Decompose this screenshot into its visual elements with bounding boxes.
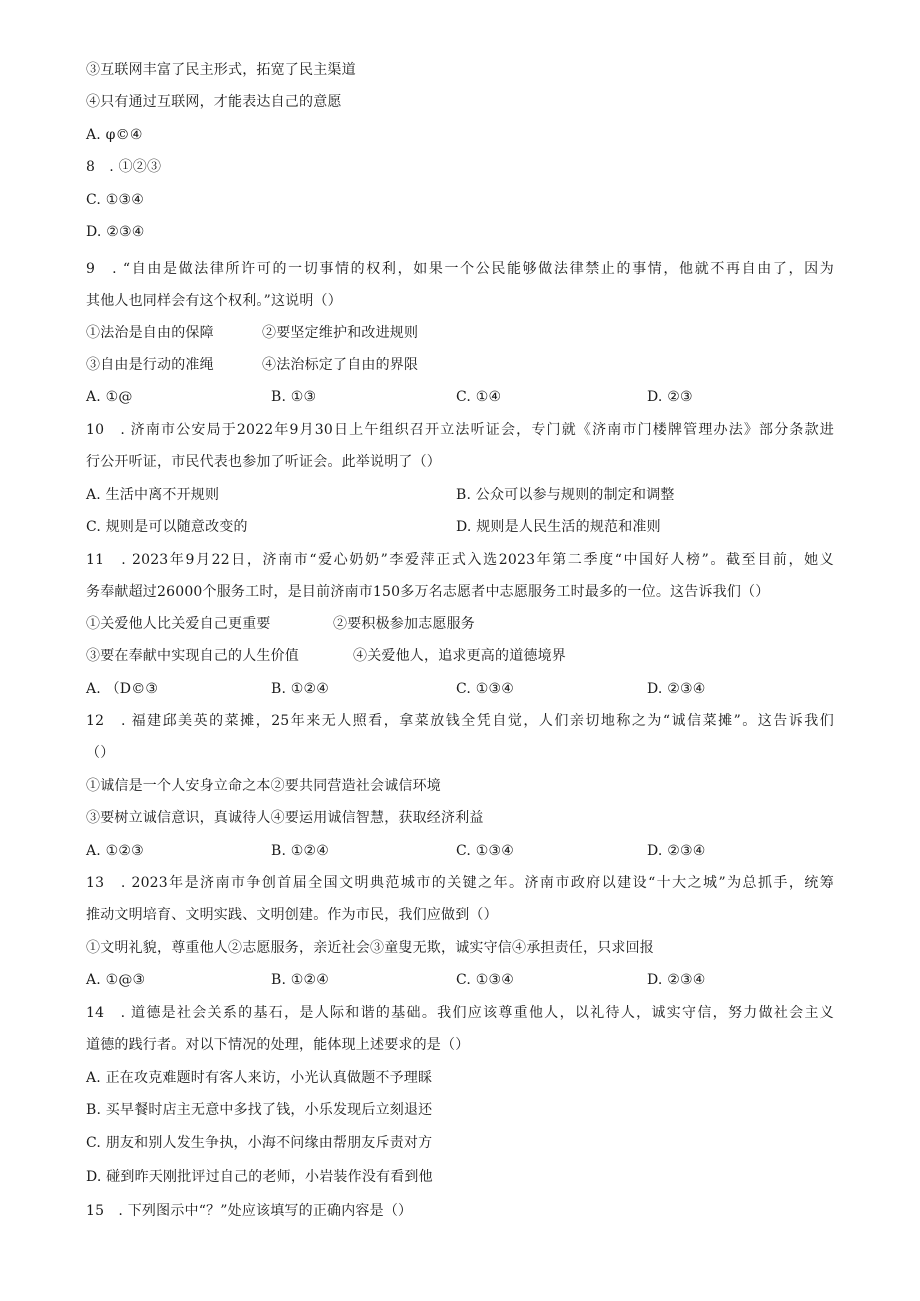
- option-line: ①诚信是一个人安身立命之本②要共同营造社会诚信环境: [86, 778, 441, 794]
- answer-choice-d: D. ②③: [647, 389, 693, 405]
- answer-choice-d: D. 规则是人民生活的规范和准则: [456, 519, 661, 535]
- answer-choice-c: C. ①③④: [456, 843, 514, 859]
- question-9-stem: 9 . “自由是做法律所许可的一切事情的权利，如果一个公民能够做法律禁止的事情，他就不再自由了，因为: [86, 261, 834, 277]
- option-line: ①法治是自由的保障: [86, 325, 214, 341]
- answer-choice-d: D. ②③④: [647, 843, 706, 859]
- question-11-stem: 务奉献超过26000个服务工时，是目前济南市150多万名志愿者中志愿服务工时最多的一位。这告诉我们（）: [86, 584, 770, 600]
- option-line: ④只有通过互联网，才能表达自己的意愿: [86, 94, 342, 110]
- answer-choice-b: B. ①②④: [271, 681, 330, 697]
- question-11-stem: 11 . 2023年9月22日，济南市“爱心奶奶”李爱萍正式入选2023年第二季度“中国好人榜”。截至目前，她义: [86, 552, 834, 568]
- answer-choice: C. ①③④: [86, 192, 144, 208]
- answer-choice-a: A. ①②③: [86, 843, 144, 859]
- question-12-stem: （）: [86, 745, 115, 761]
- question-12-stem: 12 . 福建邱美英的菜摊，25年来无人照看，拿菜放钱全凭自觉，人们亲切地称之为“诚信菜摊”。这告诉我们: [86, 713, 834, 729]
- question-14-stem: 14 . 道德是社会关系的基石，是人际和谐的基础。我们应该尊重他人，以礼待人，诚实守信，努力做社会主义: [86, 1005, 834, 1021]
- answer-choice-a: A. ①@: [86, 389, 133, 405]
- answer-choice-b: B. ①②④: [271, 972, 330, 988]
- question-13-stem: 13 . 2023年是济南市争创首届全国文明典范城市的关键之年。济南市政府以建设“十大之城”为总抓手，统筹: [86, 875, 834, 891]
- option-line: ③要树立诚信意识，真诚待人④要运用诚信智慧，获取经济利益: [86, 810, 484, 826]
- answer-choice-c: C. 朋友和别人发生争执，小海不问缘由帮朋友斥责对方: [86, 1135, 433, 1151]
- option-line: ②要积极参加志愿服务: [333, 616, 475, 632]
- question-15-stem: 15 . 下列图示中“？”处应该填写的正确内容是（）: [86, 1203, 413, 1219]
- answer-choice-c: C. ①④: [456, 389, 502, 405]
- answer-choice-a: A. （D©③: [86, 681, 159, 697]
- answer-choice-d: D. ②③④: [647, 972, 706, 988]
- answer-choice: 8 . ①②③: [86, 159, 162, 175]
- option-line: ②要坚定维护和改进规则: [262, 325, 419, 341]
- option-line: ④法治标定了自由的界限: [262, 357, 419, 373]
- answer-choice: A. φ©④: [86, 127, 143, 143]
- answer-choice-c: C. ①③④: [456, 972, 514, 988]
- question-10-stem: 10 . 济南市公安局于2022年9月30日上午组织召开立法听证会，专门就《济南市门楼牌管理办法》部分条款进: [86, 422, 834, 438]
- option-line: ③互联网丰富了民主形式，拓宽了民主渠道: [86, 62, 356, 78]
- answer-choice-a: A. 正在攻克难题时有客人来访，小光认真做题不予理睬: [86, 1070, 433, 1086]
- question-13-stem: 推动文明培育、文明实践、文明创建。作为市民，我们应做到（）: [86, 907, 498, 923]
- option-line: ①关爱他人比关爱自己更重要: [86, 616, 271, 632]
- answer-choice-c: C. ①③④: [456, 681, 514, 697]
- answer-choice-a: A. ①@③: [86, 972, 146, 988]
- answer-choice-d: D. ②③④: [647, 681, 706, 697]
- answer-choice-b: B. ①③: [271, 389, 317, 405]
- option-line: ③要在奉献中实现自己的人生价值: [86, 648, 299, 664]
- answer-choice-d: D. 碰到昨天刚批评过自己的老师，小岩装作没有看到他: [86, 1169, 433, 1185]
- option-line: ①文明礼貌，尊重他人②志愿服务，亲近社会③童叟无欺，诚实守信④承担责任，只求回报: [86, 940, 654, 956]
- answer-choice-b: B. ①②④: [271, 843, 330, 859]
- question-14-stem: 道德的践行者。对以下情况的处理，能体现上述要求的是（）: [86, 1037, 470, 1053]
- answer-choice-a: A. 生活中离不开规则: [86, 487, 220, 503]
- answer-choice: D. ②③④: [86, 224, 145, 240]
- option-line: ④关爱他人，追求更高的道德境界: [353, 648, 566, 664]
- question-10-stem: 行公开听证，市民代表也参加了听证会。此举说明了（）: [86, 454, 441, 470]
- answer-choice-b: B. 买早餐时店主无意中多找了钱，小乐发现后立刻退还: [86, 1102, 433, 1118]
- answer-choice-c: C. 规则是可以随意改变的: [86, 519, 248, 535]
- answer-choice-b: B. 公众可以参与规则的制定和调整: [456, 487, 675, 503]
- option-line: ③自由是行动的准绳: [86, 357, 214, 373]
- question-9-stem: 其他人也同样会有这个权利。”这说明（）: [86, 293, 342, 309]
